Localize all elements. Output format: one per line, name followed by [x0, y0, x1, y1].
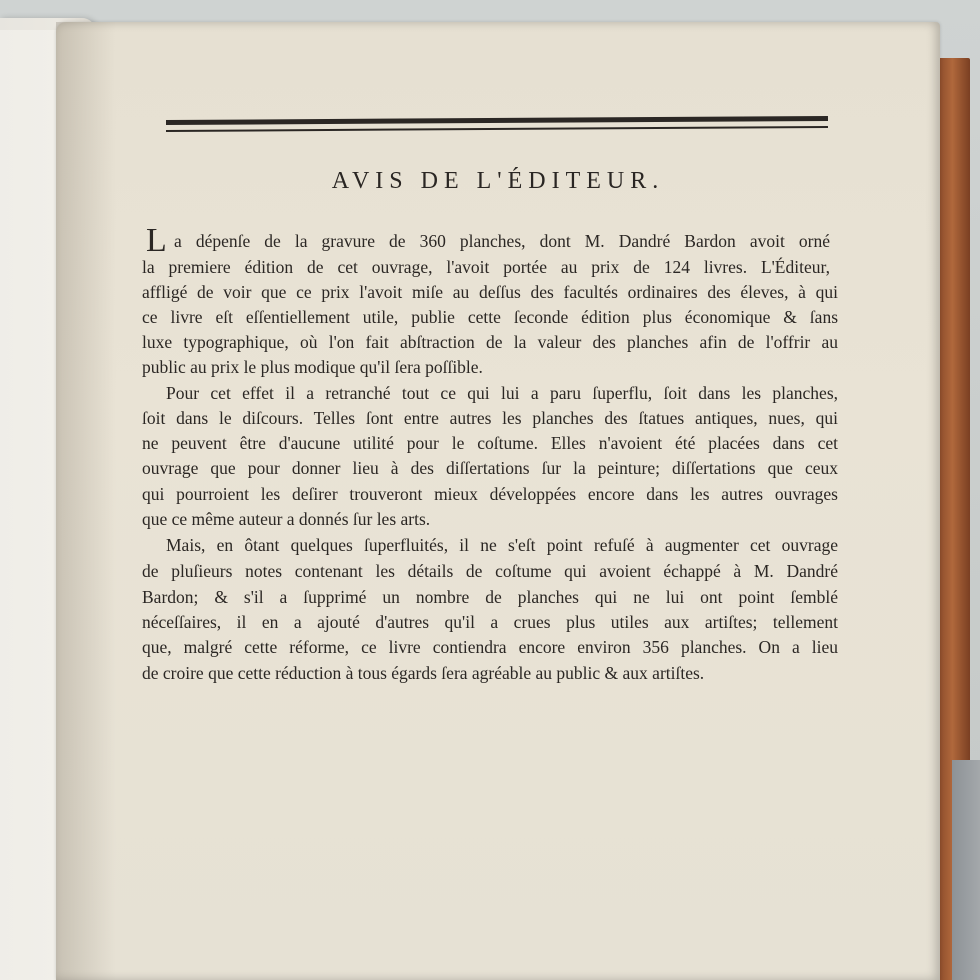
- text-line: qui pourroient les deſirer trouveront mieux développées encore dans les autres ouvrages: [142, 484, 838, 504]
- text-line: Mais, en ôtant quelques ſuperfluités, il ne s'eſt point refuſé à augmenter cet ouvrage: [166, 535, 838, 555]
- text-line: Pour cet effet il a retranché tout ce qui lui a paru ſuperflu, ſoit dans les planches,: [166, 383, 838, 403]
- drop-cap: L: [146, 222, 167, 259]
- table-surface: [952, 760, 980, 980]
- text-line: néceſſaires, il en a ajouté d'autres qu'il a crues plus utiles aux artiſtes; tellement: [142, 612, 838, 632]
- page-heading: AVIS DE L'ÉDITEUR.: [331, 168, 665, 194]
- text-line: de croire que cette réduction à tous égards ſera agréable au public & aux artiſtes.: [142, 663, 705, 683]
- text-line: ce livre eſt eſſentiellement utile, publie cette ſeconde édition plus économique & ſans: [142, 307, 838, 327]
- text-line: de pluſieurs notes contenant les détails de coſtume qui avoient échappé à M. Dandré: [142, 561, 838, 581]
- text-line: ne peuvent être d'aucune utilité pour le coſtume. Elles n'avoient été placées dans cet: [142, 433, 838, 453]
- text-line: public au prix le plus modique qu'il ſera poſſible.: [142, 357, 483, 377]
- gutter-shadow: [56, 22, 116, 980]
- text-line: a dépenſe de la gravure de 360 planches, dont M. Dandré Bardon avoit orné: [174, 231, 830, 251]
- text-line: Bardon; & s'il a ſupprimé un nombre de planches qui ne lui ont point ſemblé: [142, 587, 838, 607]
- text-line: affligé de voir que ce prix l'avoit miſe au deſſus des facultés ordinaires des éleves, à qui: [142, 282, 838, 302]
- text-line: ſoit dans le diſcours. Telles ſont entre autres les planches des ſtatues antiques, nues, qui: [142, 408, 838, 428]
- text-line: la premiere édition de cet ouvrage, l'avoit portée au prix de 124 livres. L'Éditeur,: [142, 257, 830, 277]
- text-line: ouvrage que pour donner lieu à des diſſertations ſur la peinture; diſſertations que ceux: [142, 458, 838, 478]
- text-line: que ce même auteur a donnés ſur les arts.: [142, 509, 431, 529]
- text-line: luxe typographique, où l'on fait abſtraction de la valeur des planches afin de l'offrir au: [142, 332, 838, 352]
- text-line: que, malgré cette réforme, ce livre contiendra encore environ 356 planches. On a lieu: [142, 637, 838, 657]
